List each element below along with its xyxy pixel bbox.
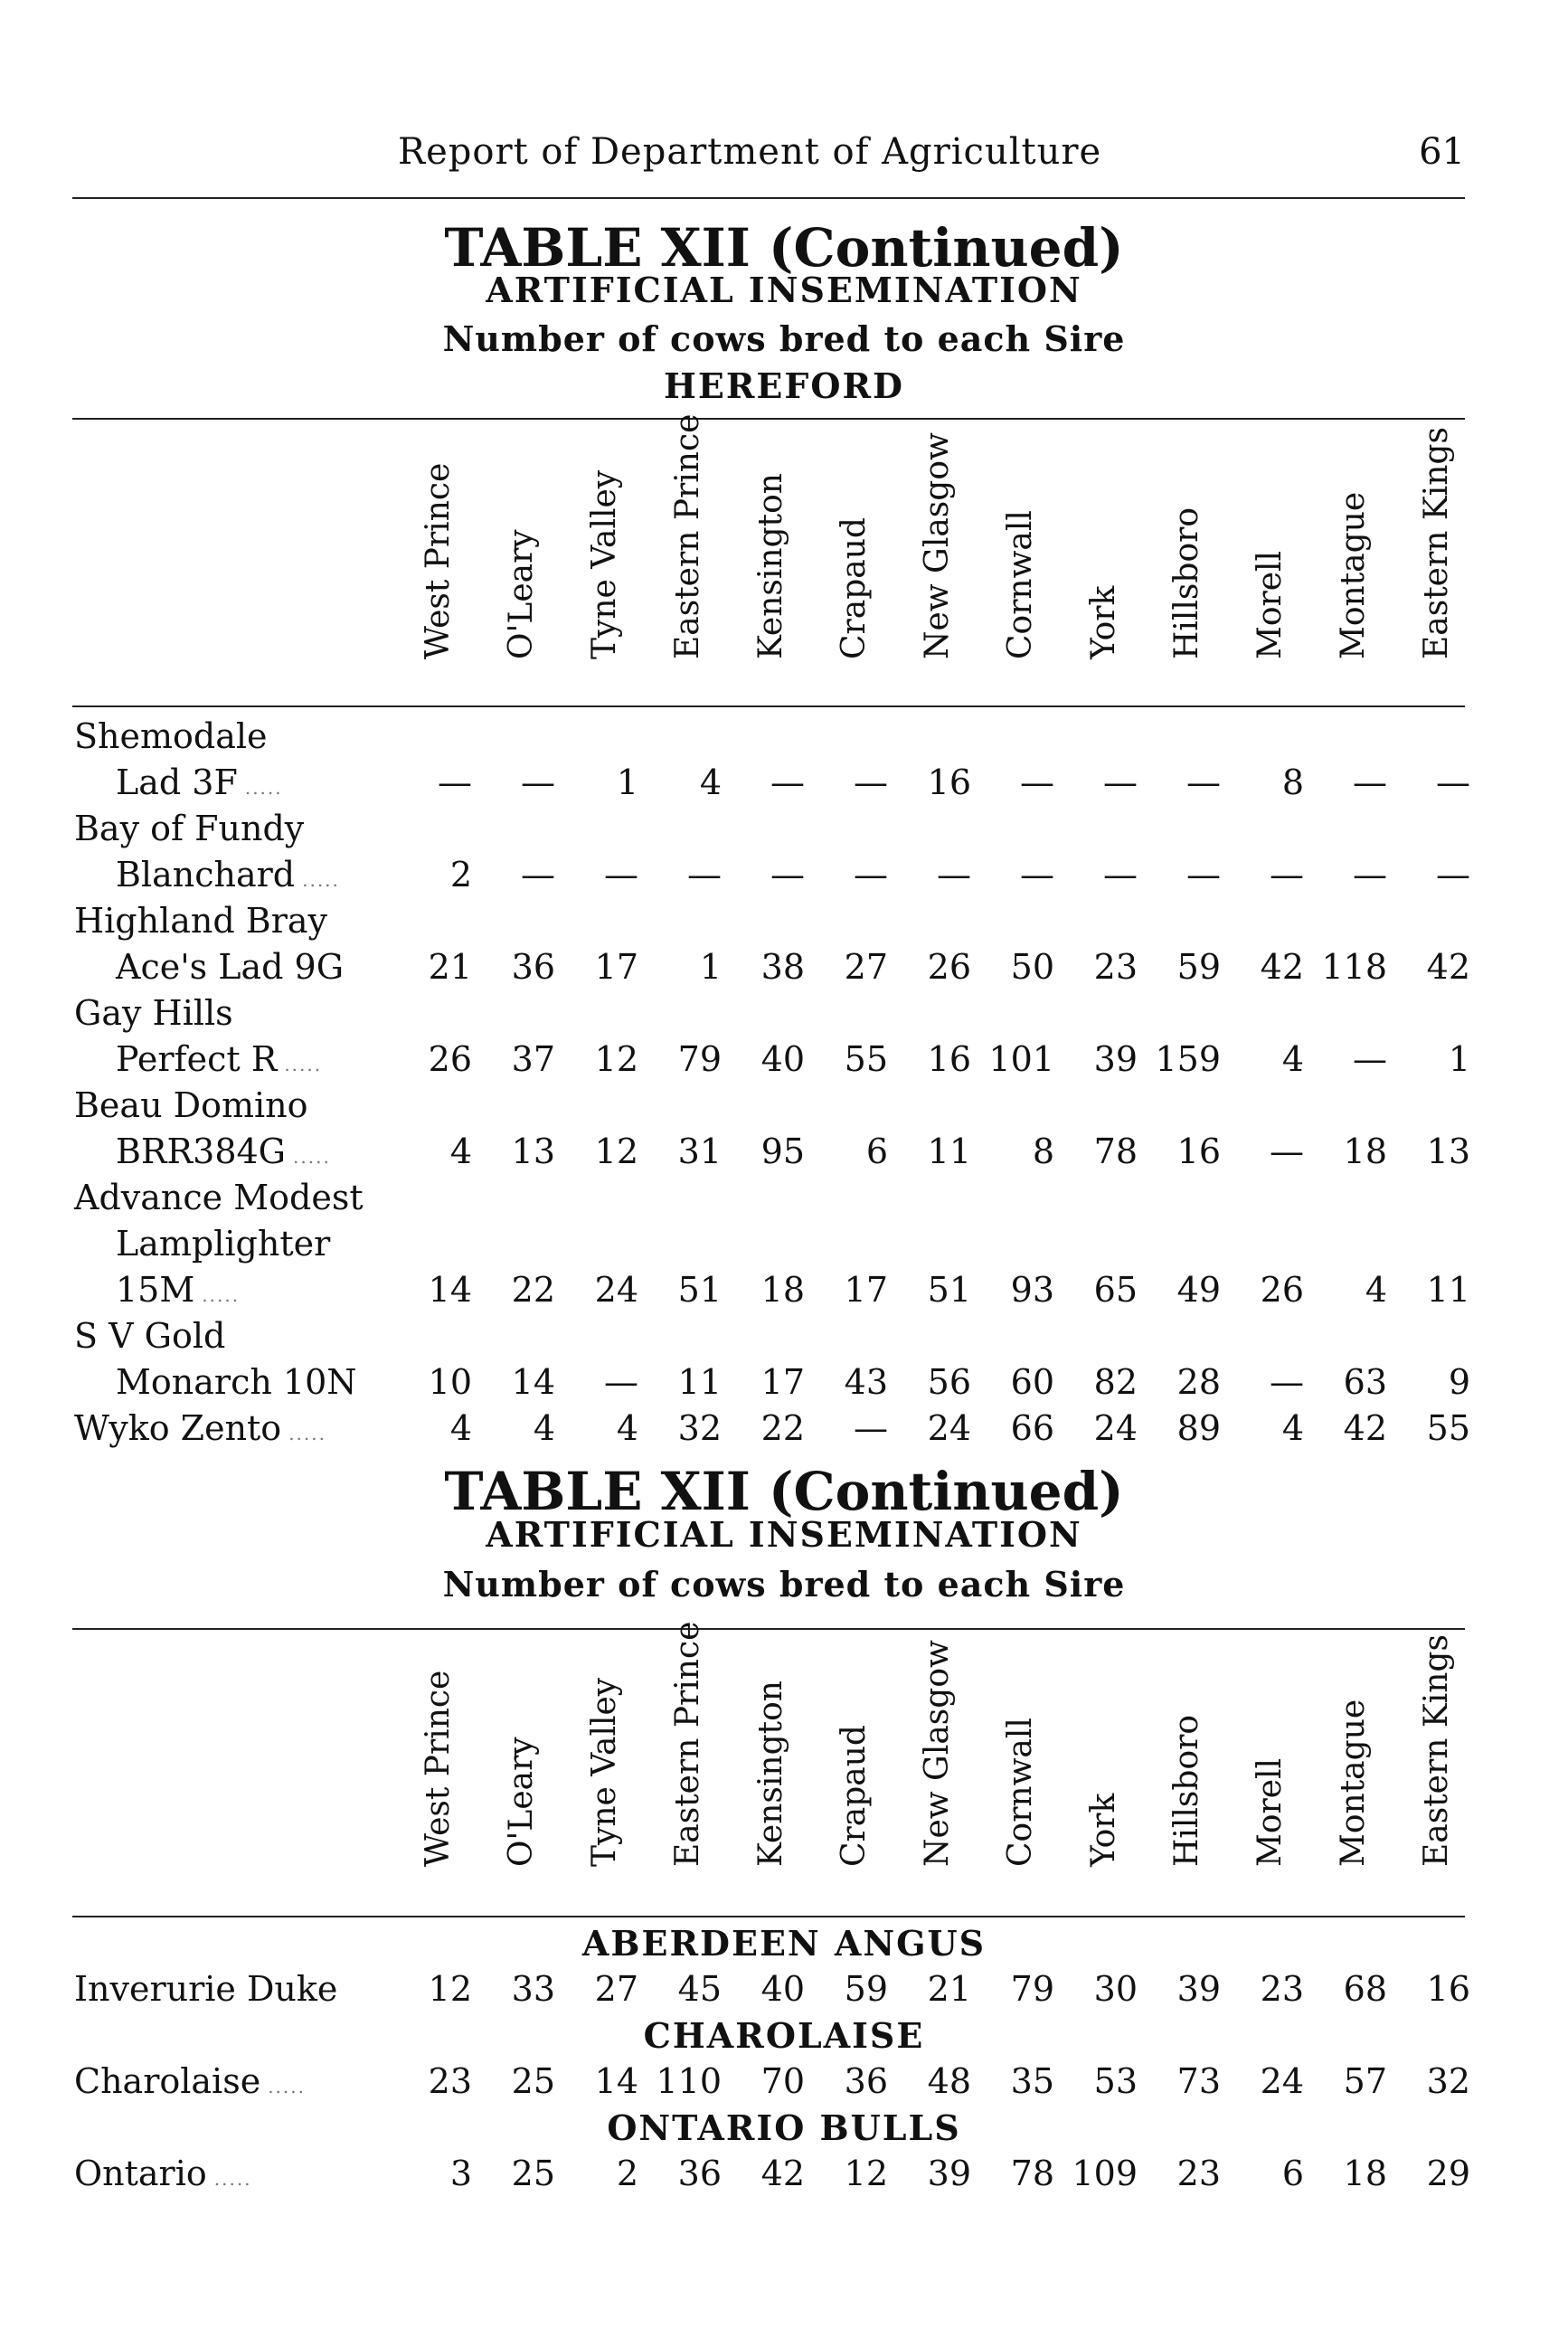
column-header (564, 434, 644, 696)
column-header-label: York (1085, 1793, 1122, 1867)
table-cell: 59 (844, 1969, 888, 2009)
breed-heading: ONTARIO BULLS (607, 2107, 961, 2148)
table-cell: 4 (616, 1408, 638, 1448)
table-cell: 9 (1448, 1362, 1470, 1402)
table-cell: — (1436, 855, 1470, 895)
row-label-text: S V Gold (74, 1316, 226, 1356)
row-label-text: Ace's Lad 9G (116, 947, 345, 987)
table-cell: 39 (1176, 1969, 1221, 2009)
column-header (731, 434, 810, 696)
row-label-text: Gay Hills (74, 993, 233, 1033)
column-header (980, 434, 1060, 696)
table-cell: 78 (1093, 1131, 1138, 1171)
table-cell: 68 (1343, 1969, 1387, 2009)
dot-leader: ..... (268, 2076, 306, 2097)
table-2-title: TABLE XII (Continued) (444, 1461, 1124, 1522)
table-cell: 45 (677, 1969, 722, 2009)
column-header-label: Tyne Valley (586, 469, 623, 659)
row-label-text: Blanchard (116, 855, 296, 895)
table-cell: 4 (449, 1408, 472, 1448)
row-label (74, 1180, 364, 1215)
table-cell: — (687, 855, 722, 895)
table-cell: 4 (1281, 1408, 1304, 1448)
table-cell: 23 (428, 2061, 472, 2101)
table-cell: — (1103, 762, 1138, 802)
table-cell: 23 (1093, 947, 1138, 987)
column-header (731, 1642, 810, 1904)
breed-heading: CHAROLAISE (643, 2015, 925, 2056)
table-cell: — (604, 1362, 638, 1402)
table-cell: 6 (865, 1131, 888, 1171)
column-header (1147, 434, 1226, 696)
table-cell: 49 (1176, 1270, 1221, 1310)
row-label (116, 1270, 241, 1310)
row-label-text: Lamplighter (116, 1224, 331, 1264)
running-title: Report of Department of Agriculture (398, 131, 1102, 173)
column-header-label: Hillsboro (1168, 507, 1205, 659)
table-2-header-rule (72, 1916, 1465, 1917)
dot-leader: ..... (202, 1284, 241, 1306)
table-cell: 36 (511, 947, 555, 987)
table-cell: — (1020, 855, 1054, 895)
row-label (74, 2061, 306, 2101)
table-cell: 1 (1448, 1039, 1470, 1079)
table-cell: 32 (1426, 2061, 1470, 2101)
column-header-label: O'Leary (503, 529, 540, 659)
table-cell: 4 (449, 1131, 472, 1171)
row-label (116, 1224, 331, 1264)
table-cell: — (937, 855, 971, 895)
column-header-label: Montague (1335, 491, 1372, 659)
table-cell: 22 (760, 1408, 805, 1448)
table-cell: 101 (988, 1039, 1054, 1079)
table-cell: 14 (511, 1362, 555, 1402)
row-label (74, 1969, 338, 2009)
row-label-text: Monarch 10N (116, 1362, 357, 1402)
row-label-text: Ontario (74, 2154, 207, 2193)
table-cell: 50 (1010, 947, 1054, 987)
table-cell: 24 (927, 1408, 971, 1448)
table-cell: — (521, 855, 555, 895)
table-cell: 63 (1343, 1362, 1387, 1402)
column-header (1063, 1642, 1143, 1904)
table-cell: 12 (844, 2154, 888, 2193)
table-cell: — (1353, 762, 1387, 802)
table-cell: — (1270, 1362, 1304, 1402)
table-cell: 33 (511, 1969, 555, 2009)
column-header (481, 434, 561, 696)
table-cell: — (1270, 855, 1304, 895)
table-cell: 37 (511, 1039, 555, 1079)
table-cell: 8 (1281, 762, 1304, 802)
row-label-text: Shemodale (74, 716, 268, 756)
table-cell: 18 (1343, 2154, 1387, 2193)
table-cell: — (1353, 855, 1387, 895)
table-cell: 89 (1176, 1408, 1221, 1448)
table-cell: 95 (760, 1131, 805, 1171)
column-header (398, 434, 477, 696)
table-cell: 73 (1176, 2061, 1221, 2101)
table-cell: 26 (428, 1039, 472, 1079)
table-cell: 4 (533, 1408, 555, 1448)
column-header-label: O'Leary (503, 1737, 540, 1867)
table-cell: — (521, 762, 555, 802)
column-header-label: Crapaud (836, 1725, 873, 1867)
table-cell: 24 (1093, 1408, 1138, 1448)
table-cell: 23 (1176, 2154, 1221, 2193)
table-cell: 110 (656, 2061, 722, 2101)
column-header (1396, 427, 1476, 696)
row-label-text: BRR384G (116, 1131, 287, 1171)
table-cell: 36 (677, 2154, 722, 2193)
table-cell: 42 (760, 2154, 805, 2193)
row-label-text: Highland Bray (74, 901, 327, 941)
table-cell: 26 (1260, 1270, 1304, 1310)
column-header (1147, 1642, 1226, 1904)
table-cell: 27 (594, 1969, 638, 2009)
row-label-text: Lad 3F (116, 762, 238, 802)
table-cell: 65 (1093, 1270, 1138, 1310)
dot-leader: ..... (244, 777, 283, 799)
column-header-label: Crapaud (836, 517, 873, 659)
column-header-label: Montague (1335, 1699, 1372, 1867)
table-cell: 12 (594, 1039, 638, 1079)
table-cell: 51 (677, 1270, 722, 1310)
column-header (897, 1642, 977, 1904)
column-header (564, 1642, 644, 1904)
table-cell: 4 (1365, 1270, 1387, 1310)
table-cell: 18 (1343, 1131, 1387, 1171)
row-label (116, 947, 345, 987)
table-cell: 24 (1260, 2061, 1304, 2101)
table-cell: 13 (1426, 1131, 1470, 1171)
column-header (398, 1642, 477, 1904)
table-cell: 38 (760, 947, 805, 987)
row-label (116, 1131, 331, 1171)
row-label-text: 15M (116, 1270, 195, 1310)
table-1-title: TABLE XII (Continued) (444, 217, 1124, 279)
table-cell: 4 (699, 762, 722, 802)
row-label (74, 901, 327, 941)
table-cell: 42 (1426, 947, 1470, 987)
table-cell: — (770, 855, 805, 895)
table-cell: 8 (1032, 1131, 1054, 1171)
column-header-label: Kensington (752, 1680, 789, 1867)
table-cell: — (770, 762, 805, 802)
page-number: 61 (1419, 131, 1465, 173)
table-cell: 55 (844, 1039, 888, 1079)
row-label (116, 1039, 323, 1079)
column-header-label: Kensington (752, 473, 789, 659)
row-label (74, 716, 268, 756)
table-1-description: Number of cows bred to each Sire (442, 318, 1126, 359)
table-cell: 39 (1093, 1039, 1138, 1079)
column-header-label: Cornwall (1002, 1718, 1039, 1867)
column-header-label: Eastern Prince (669, 413, 706, 659)
column-header-label: New Glasgow (919, 432, 956, 659)
table-cell: 31 (677, 1131, 722, 1171)
table-cell: 1 (699, 947, 722, 987)
row-label-text: Inverurie Duke (74, 1969, 338, 2009)
column-header (814, 434, 893, 696)
table-cell: 28 (1176, 1362, 1221, 1402)
table-cell: 14 (428, 1270, 472, 1310)
table-cell: 21 (927, 1969, 971, 2009)
table-cell: 16 (927, 1039, 971, 1079)
column-header (1313, 1642, 1393, 1904)
row-label-text: Charolaise (74, 2061, 261, 2101)
row-label (116, 1362, 357, 1402)
column-header (1063, 434, 1143, 696)
table-cell: 13 (511, 1131, 555, 1171)
column-header (897, 434, 977, 696)
table-cell: — (1186, 762, 1221, 802)
column-header (980, 1642, 1060, 1904)
column-header (814, 1642, 893, 1904)
table-cell: 17 (844, 1270, 888, 1310)
table-cell: 43 (844, 1362, 888, 1402)
column-header-label: York (1085, 585, 1122, 659)
table-cell: 55 (1426, 1408, 1470, 1448)
table-cell: 60 (1010, 1362, 1054, 1402)
dot-leader: ..... (213, 2168, 252, 2190)
table-cell: 79 (1010, 1969, 1054, 2009)
table-cell: 21 (428, 947, 472, 987)
table-cell: 11 (677, 1362, 722, 1402)
table-cell: 23 (1260, 1969, 1304, 2009)
table-cell: — (438, 762, 472, 802)
dot-leader: ..... (293, 1146, 331, 1168)
row-label (74, 1408, 326, 1448)
table-cell: 11 (1426, 1270, 1470, 1310)
table-1-subtitle: ARTIFICIAL INSEMINATION (486, 270, 1082, 310)
table-cell: 22 (511, 1270, 555, 1310)
header-rule (72, 197, 1465, 199)
table-cell: 29 (1426, 2154, 1470, 2193)
column-header-label: Eastern Kings (1418, 427, 1455, 659)
table-2-subtitle: ARTIFICIAL INSEMINATION (486, 1514, 1082, 1555)
row-label-text: Wyko Zento (74, 1408, 282, 1448)
dot-leader: ..... (284, 1054, 323, 1075)
column-header (1230, 1642, 1309, 1904)
table-cell: — (854, 762, 888, 802)
row-label (74, 1316, 226, 1356)
table-cell: — (1103, 855, 1138, 895)
table-cell: 79 (677, 1039, 722, 1079)
table-cell: 56 (927, 1362, 971, 1402)
table-cell: — (1186, 855, 1221, 895)
table-cell: 42 (1343, 1408, 1387, 1448)
table-cell: 30 (1093, 1969, 1138, 2009)
column-header-label: Cornwall (1002, 510, 1039, 659)
column-header (1396, 1634, 1476, 1904)
table-cell: 6 (1281, 2154, 1304, 2193)
row-label (74, 811, 304, 846)
column-header-label: Morell (1252, 550, 1289, 659)
row-label (116, 762, 283, 802)
row-label (74, 2156, 252, 2191)
row-label-text: Perfect R (116, 1039, 278, 1079)
table-cell: 10 (428, 1362, 472, 1402)
dot-leader: ..... (288, 1423, 326, 1444)
table-cell: 109 (1072, 2154, 1138, 2193)
table-cell: 66 (1010, 1408, 1054, 1448)
table-cell: — (1436, 762, 1470, 802)
column-header-label: Eastern Prince (669, 1621, 706, 1867)
table-cell: 3 (449, 2154, 472, 2193)
table-cell: 16 (1426, 1969, 1470, 2009)
page-header (72, 131, 1465, 185)
row-label-text: Advance Modest (74, 1178, 364, 1217)
table-cell: 11 (927, 1131, 971, 1171)
table-cell: 40 (760, 1969, 805, 2009)
column-header-label: Morell (1252, 1757, 1289, 1867)
table-1-header-rule (72, 705, 1465, 707)
table-cell: — (1020, 762, 1054, 802)
table-cell: 36 (844, 2061, 888, 2101)
column-header-label: Tyne Valley (586, 1677, 623, 1867)
table-cell: 17 (760, 1362, 805, 1402)
table-cell: 16 (927, 762, 971, 802)
table-cell: 59 (1176, 947, 1221, 987)
row-label-text: Bay of Fundy (74, 809, 305, 848)
table-cell: 16 (1176, 1131, 1221, 1171)
table-cell: 93 (1010, 1270, 1054, 1310)
table-cell: — (1270, 1131, 1304, 1171)
table-cell: 18 (760, 1270, 805, 1310)
table-cell: 48 (927, 2061, 971, 2101)
table-cell: 35 (1010, 2061, 1054, 2101)
table-cell: 118 (1321, 947, 1387, 987)
column-header-label: West Prince (420, 1670, 457, 1867)
table-cell: 40 (760, 1039, 805, 1079)
column-header (647, 1621, 727, 1904)
column-header (481, 1642, 561, 1904)
table-cell: 14 (594, 2061, 638, 2101)
table-cell: 1 (616, 762, 638, 802)
column-header-label: West Prince (420, 462, 457, 659)
table-2-top-rule (72, 1628, 1465, 1630)
table-cell: 2 (449, 855, 472, 895)
table-cell: — (854, 855, 888, 895)
table-cell: — (1353, 1039, 1387, 1079)
table-cell: 26 (927, 947, 971, 987)
row-label (74, 1085, 308, 1125)
table-cell: 25 (511, 2154, 555, 2193)
breed-heading: ABERDEEN ANGUS (581, 1923, 987, 1964)
row-label (74, 993, 233, 1033)
column-header-label: Hillsboro (1168, 1714, 1205, 1867)
table-cell: — (854, 1408, 888, 1448)
table-cell: 4 (1281, 1039, 1304, 1079)
table-2-description: Number of cows bred to each Sire (442, 1564, 1126, 1605)
column-header (1230, 434, 1309, 696)
table-cell: 24 (594, 1270, 638, 1310)
table-cell: 70 (760, 2061, 805, 2101)
table-cell: 78 (1010, 2154, 1054, 2193)
table-cell: 39 (927, 2154, 971, 2193)
table-cell: 25 (511, 2061, 555, 2101)
table-1-breed: HEREFORD (663, 365, 905, 406)
row-label (116, 855, 340, 895)
column-header (1313, 434, 1393, 696)
table-cell: — (604, 855, 638, 895)
table-cell: 12 (594, 1131, 638, 1171)
table-cell: 12 (428, 1969, 472, 2009)
table-cell: 57 (1343, 2061, 1387, 2101)
column-header (647, 413, 727, 696)
table-cell: 17 (594, 947, 638, 987)
table-cell: 2 (616, 2154, 638, 2193)
table-cell: 27 (844, 947, 888, 987)
column-header-label: New Glasgow (919, 1640, 956, 1867)
column-header-label: Eastern Kings (1418, 1634, 1455, 1867)
dot-leader: ..... (302, 869, 340, 891)
row-label-text: Beau Domino (74, 1085, 308, 1125)
table-cell: 32 (677, 1408, 722, 1448)
table-cell: 159 (1155, 1039, 1221, 1079)
table-cell: 51 (927, 1270, 971, 1310)
table-1-top-rule (72, 418, 1465, 420)
table-cell: 82 (1093, 1362, 1138, 1402)
table-cell: 42 (1260, 947, 1304, 987)
table-cell: 53 (1093, 2061, 1138, 2101)
